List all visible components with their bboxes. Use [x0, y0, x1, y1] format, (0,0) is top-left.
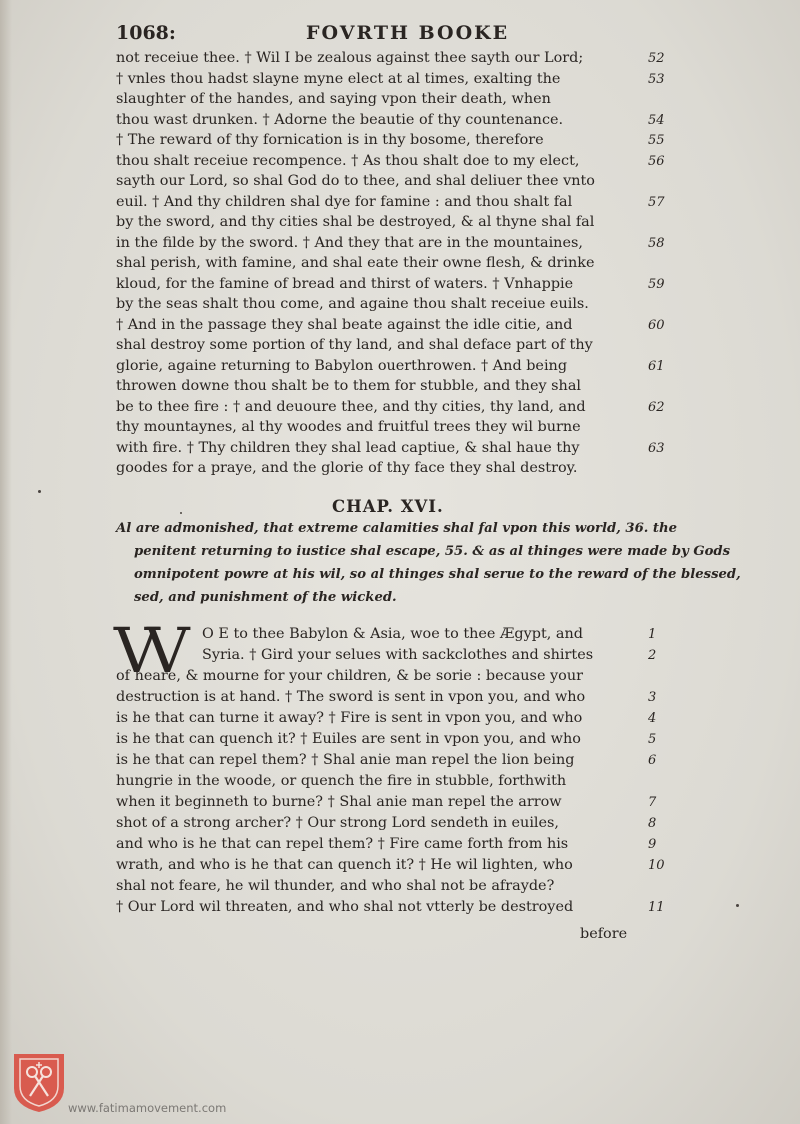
- verse-line: sayth our Lord, so shal God do to thee, and shal deliuer thee vnto: [116, 173, 595, 189]
- verse-line: † Our Lord wil threaten, and who shal not vtterly be destroyed: [116, 899, 574, 915]
- verse-line: O E to thee Babylon & Asia, woe to thee Ægypt, and: [202, 626, 583, 642]
- verse-line: is he that can turne it away? † Fire is sent in vpon you, and who: [116, 710, 583, 726]
- verse-line: when it beginneth to burne? † Shal anie man repel the arrow: [116, 794, 562, 810]
- verse-line: in the filde by the sword. † And they that are in the mountaines,: [116, 234, 583, 251]
- verse-line: slaughter of the handes, and saying vpon their death, when: [116, 91, 551, 107]
- verse-line: shal perish, with famine, and shal eate their owne flesh, & drinke: [116, 255, 595, 271]
- verse-number: 60: [648, 317, 665, 333]
- verse-line: throwen downe thou shalt be to them for stubble, and they shal: [116, 378, 581, 394]
- verse-line: be to thee fire : † and deuoure thee, and thy cities, thy land, and: [116, 398, 586, 415]
- verse-number: 8: [648, 816, 657, 831]
- verse-line: † And in the passage they shal beate against the idle citie, and: [116, 316, 573, 333]
- verse-number: 10: [648, 858, 665, 873]
- verse-line: with fire. † Thy children they shal lead captiue, & shal haue thy: [116, 439, 580, 456]
- chapter-summary-line: penitent returning to iustice shal escape, 55. & as al thinges were made by Gods: [134, 544, 731, 559]
- verse-line: † The reward of thy fornication is in thy bosome, therefore: [116, 132, 544, 148]
- verse-number: 59: [648, 276, 665, 292]
- site-url: www.fatimamovement.com: [68, 1101, 227, 1115]
- running-title: FOVRTH BOOKE: [306, 22, 510, 44]
- verse-number: 62: [648, 399, 665, 415]
- verse-line: thou wast drunken. † Adorne the beautie of thy countenance.: [116, 111, 564, 128]
- chapter-summary-line: Al are admonished, that extreme calamities shal fal vpon this world, 36. the: [116, 521, 678, 536]
- chapter-heading: CHAP. XVI.: [332, 497, 444, 516]
- verse-line: destruction is at hand. † The sword is sent in vpon you, and who: [116, 689, 586, 705]
- verse-number: 58: [648, 235, 665, 251]
- verse-line: by the sword, and thy cities shal be destroyed, & al thyne shal fal: [116, 214, 595, 230]
- catchword: before: [580, 926, 628, 942]
- verse-line: and who is he that can repel them? † Fire came forth from his: [116, 836, 569, 852]
- verse-line: wrath, and who is he that can quench it? † He wil lighten, who: [116, 857, 573, 873]
- verse-number: 54: [648, 112, 665, 128]
- verse-line: shal not feare, he wil thunder, and who shal not be afrayde?: [116, 878, 555, 894]
- verse-number: 63: [648, 440, 665, 456]
- drop-cap-initial: VV: [114, 614, 176, 687]
- verse-line: kloud, for the famine of bread and thirst of waters. † Vnhappie: [116, 275, 574, 292]
- verse-number: 55: [648, 133, 665, 148]
- verse-line: thy mountaynes, al thy woodes and fruitful trees they wil burne: [116, 419, 581, 435]
- chapter-summary-line: sed, and punishment of the wicked.: [134, 590, 397, 605]
- verse-line: is he that can repel them? † Shal anie man repel the lion being: [116, 752, 575, 768]
- verse-line: glorie, againe returning to Babylon ouerthrowen. † And being: [116, 357, 568, 374]
- scan-speck: [38, 490, 41, 493]
- chapter-summary-line: omnipotent powre at his wil, so al thinges shal serue to the reward of the blessed,: [134, 567, 741, 582]
- page-header: [116, 22, 526, 48]
- scan-speck: [736, 904, 739, 907]
- verse-line: by the seas shalt thou come, and againe thou shalt receiue euils.: [116, 296, 589, 312]
- verse-line: euil. † And thy children shal dye for famine : and thou shalt fal: [116, 193, 573, 210]
- verse-line: is he that can quench it? † Euiles are sent in vpon you, and who: [116, 731, 581, 747]
- verse-number: 61: [648, 358, 665, 374]
- verse-number: 57: [648, 194, 665, 210]
- verse-number: 11: [648, 900, 665, 915]
- verse-number: 9: [648, 837, 657, 852]
- verse-line: not receiue thee. † Wil I be zealous against thee sayth our Lord;: [116, 50, 584, 66]
- verse-number: 53: [648, 71, 665, 87]
- verse-number: 3: [648, 690, 657, 705]
- verse-line: † vnles thou hadst slayne myne elect at al times, exalting the: [116, 70, 561, 87]
- verse-line: shot of a strong archer? † Our strong Lord sendeth in euiles,: [116, 815, 560, 831]
- verse-line: shal destroy some portion of thy land, and shal deface part of thy: [116, 337, 593, 353]
- verse-number: 2: [648, 648, 657, 663]
- verse-line: thou shalt receiue recompence. † As thou shalt doe to my elect,: [116, 152, 580, 169]
- verse-number: 6: [648, 753, 657, 768]
- verse-number: 56: [648, 153, 665, 169]
- verse-number: 52: [648, 51, 665, 66]
- verse-line: goodes for a praye, and the glorie of thy face they shal destroy.: [116, 460, 578, 476]
- scan-speck: [180, 512, 182, 514]
- page-number: 1068:: [116, 22, 176, 44]
- verse-number: 1: [648, 627, 657, 642]
- verse-line: Syria. † Gird your selues with sackclothes and shirtes: [202, 647, 594, 663]
- fatima-movement-logo-icon: [12, 1052, 66, 1114]
- verse-line: hungrie in the woode, or quench the fire in stubble, forthwith: [116, 773, 567, 789]
- verse-number: 5: [648, 732, 657, 747]
- verse-line: of heare, & mourne for your children, & be sorie : because your: [116, 668, 583, 684]
- verse-number: 4: [648, 711, 657, 726]
- verse-number: 7: [648, 795, 657, 810]
